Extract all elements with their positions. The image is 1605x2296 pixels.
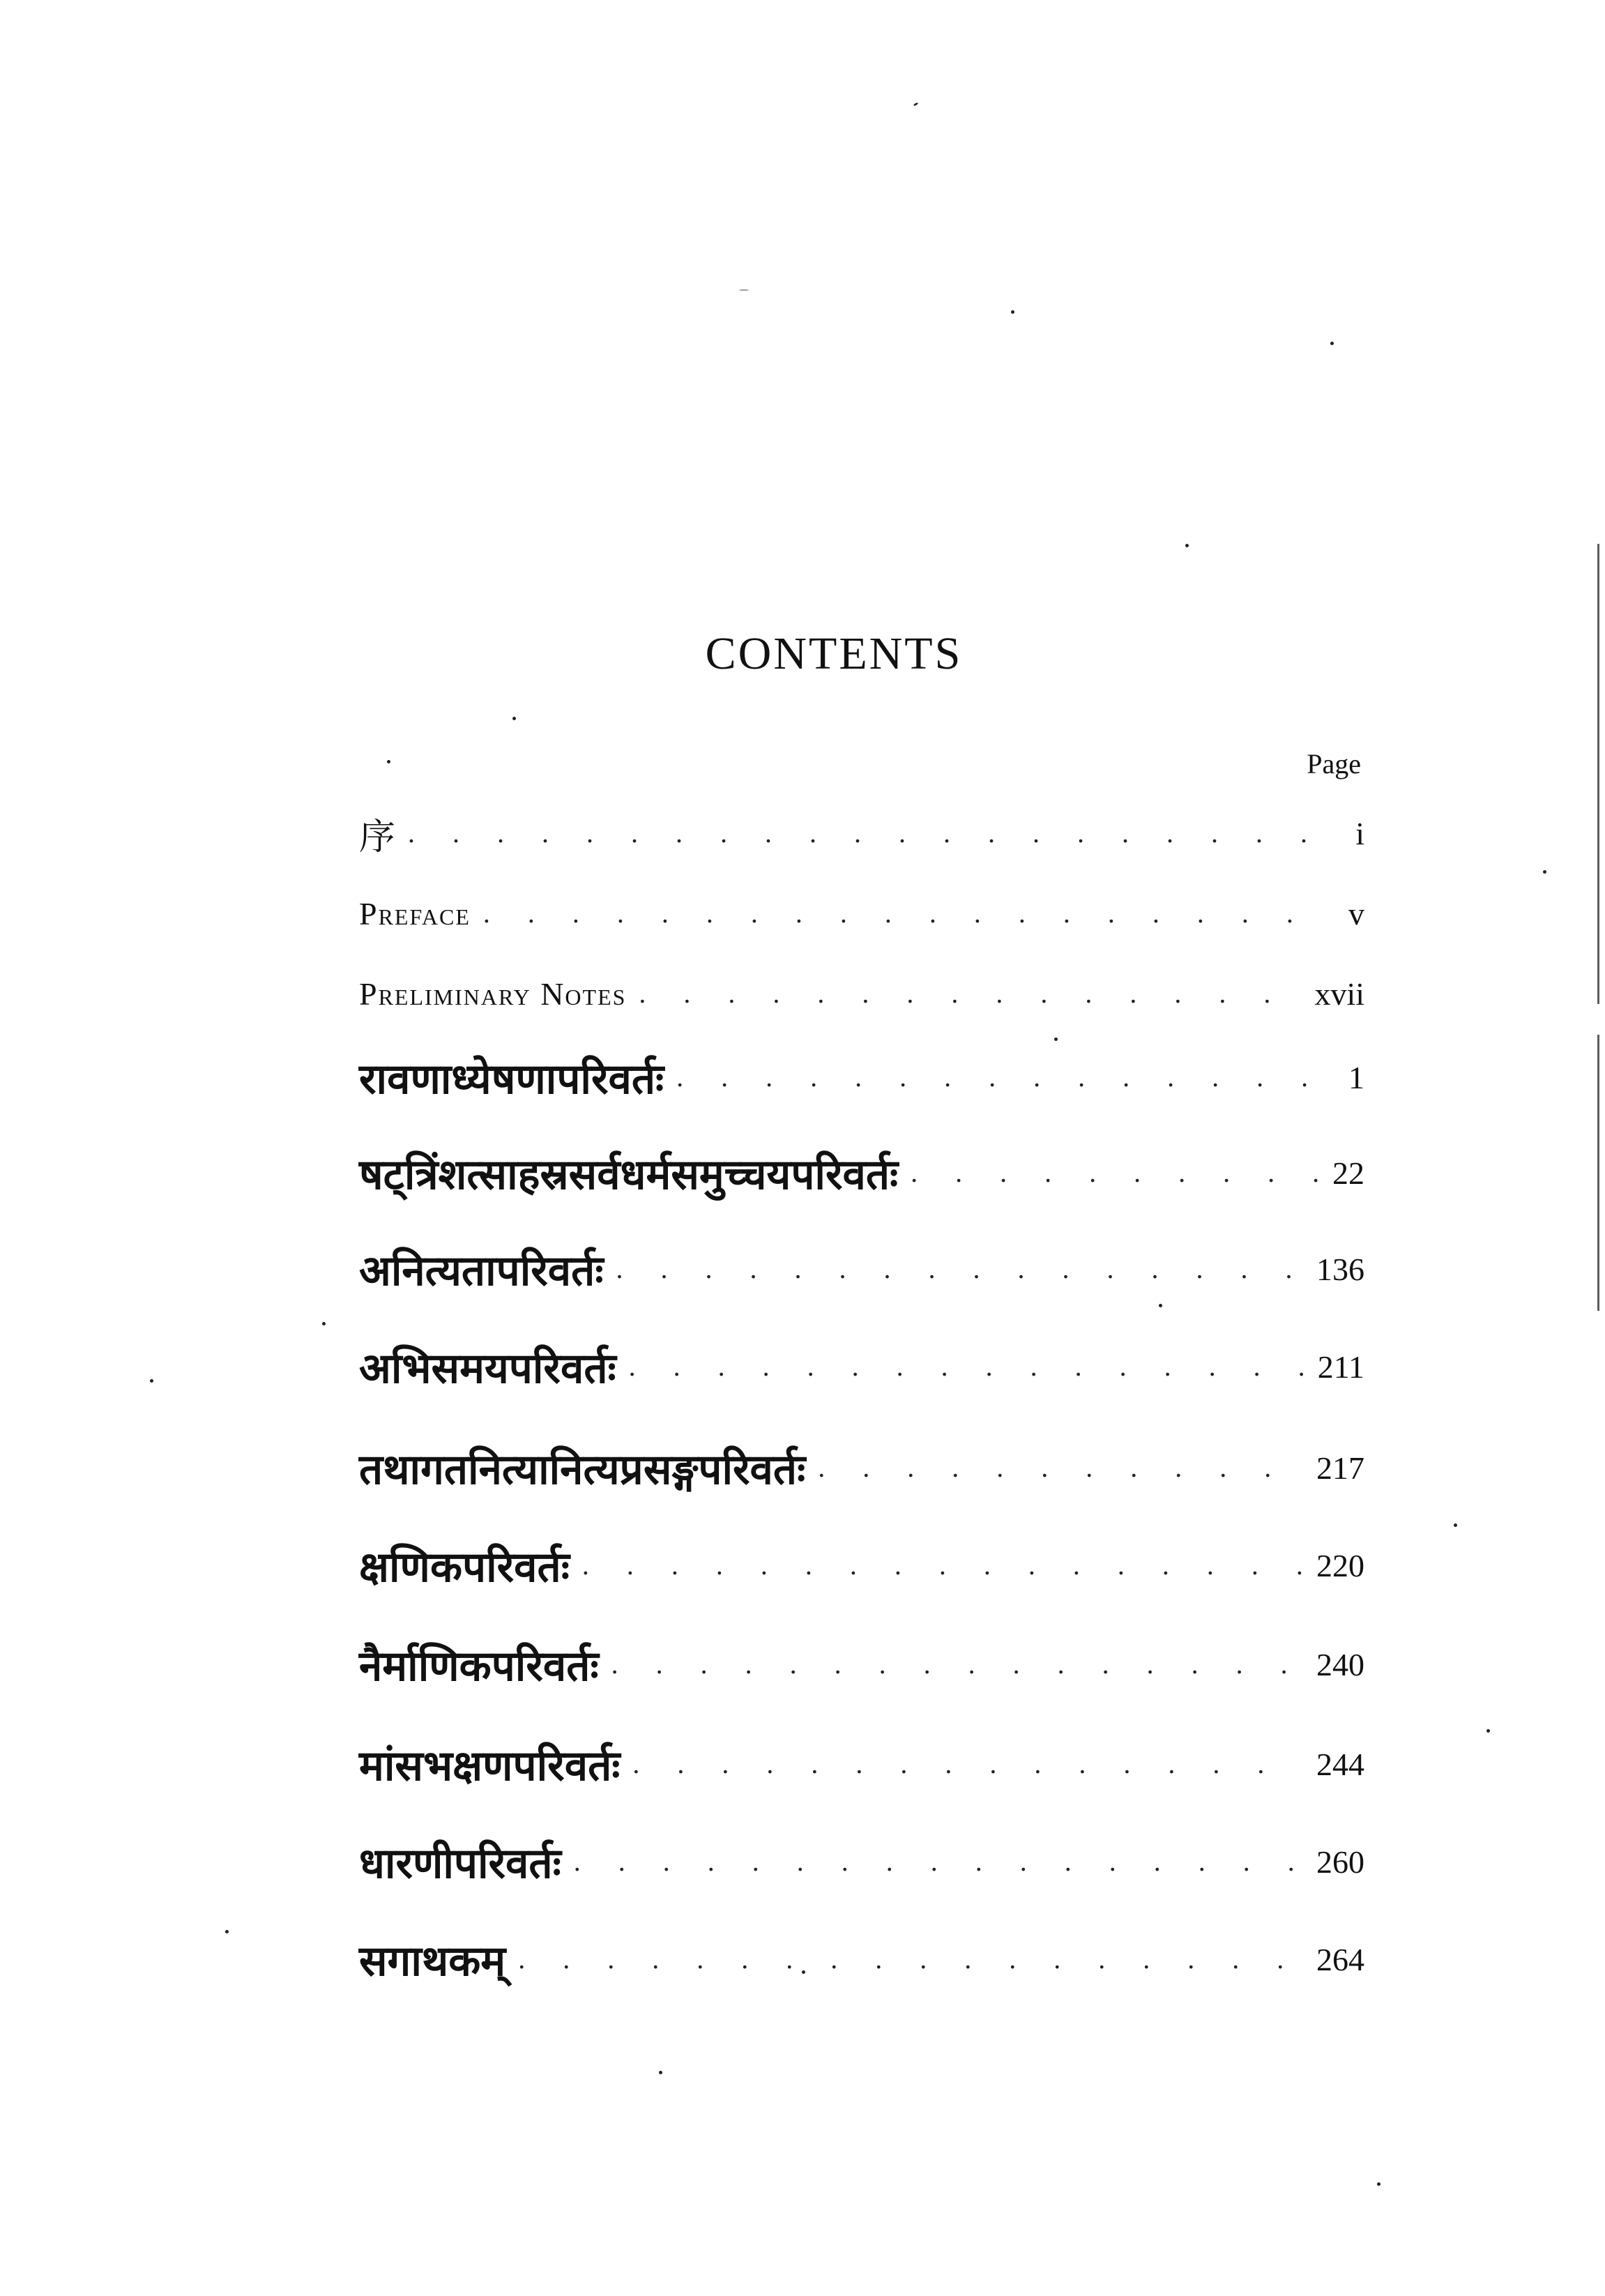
- page-number: 240: [1316, 1646, 1364, 1682]
- page-number: 1: [1348, 1059, 1364, 1095]
- toc-entry-line: [359, 1735, 1364, 1793]
- chapter-title: Preface: [359, 895, 471, 932]
- chapter-title: रावणाध्येषणापरिवर्तः: [359, 1055, 664, 1104]
- toc-entry-line: [359, 1338, 1364, 1395]
- page-title: CONTENTS: [705, 628, 963, 679]
- dot-leader: [518, 1941, 1304, 1977]
- page-number: 244: [1316, 1746, 1364, 1782]
- page-number: 211: [1317, 1348, 1364, 1385]
- dot-leader: [408, 815, 1324, 851]
- dot-leader: [582, 1547, 1304, 1583]
- chapter-title: तथागतनित्यानित्यप्रसङ्गपरिवर्तः: [359, 1445, 806, 1494]
- dot-leader: [574, 1843, 1304, 1880]
- dot-leader: [818, 1450, 1304, 1486]
- dot-leader: [676, 1059, 1324, 1095]
- toc-entry-line: [359, 1833, 1364, 1890]
- toc-entry-line: [359, 895, 1364, 932]
- toc-entry-line: [359, 1049, 1364, 1106]
- chapter-title: षट्त्रिंशत्साहस्रसर्वधर्मसमुच्चयपरिवर्तः: [359, 1150, 899, 1199]
- page-number: v: [1348, 895, 1364, 932]
- page-number: xvii: [1314, 975, 1364, 1012]
- page-number: 136: [1316, 1251, 1364, 1287]
- chapter-title: अभिसमयपरिवर्तः: [359, 1344, 616, 1393]
- chapter-title: धारणीपरिवर्तः: [359, 1839, 561, 1888]
- chapter-title: अनित्यतापरिवर्तः: [359, 1247, 604, 1295]
- toc-entry-line: [359, 1439, 1364, 1496]
- toc-entry-line: [359, 1636, 1364, 1693]
- page-number: 22: [1332, 1155, 1364, 1191]
- chapter-title: क्षणिकपरिवर्तः: [359, 1543, 570, 1592]
- toc-entry-line: [359, 807, 1364, 860]
- toc-entry-line: [359, 975, 1364, 1012]
- chapter-title: Preliminary Notes: [359, 975, 627, 1012]
- page-column-label: Page: [1307, 748, 1361, 780]
- dot-leader: [629, 1348, 1305, 1385]
- chapter-title: मांसभक्षणपरिवर्तः: [359, 1742, 621, 1791]
- chapter-title: 序: [359, 816, 396, 858]
- toc-entry-line: [359, 1931, 1364, 1988]
- page-number: 260: [1316, 1843, 1364, 1880]
- page-number: i: [1355, 815, 1364, 851]
- page-number: 220: [1316, 1547, 1364, 1583]
- chapter-title: नैर्माणिकपरिवर्तः: [359, 1642, 599, 1691]
- dot-leader: [611, 1646, 1304, 1682]
- dot-leader: [616, 1251, 1304, 1287]
- dot-leader: [483, 895, 1324, 932]
- page-number: 217: [1316, 1450, 1364, 1486]
- dot-leader: [639, 975, 1302, 1012]
- chapter-title: सगाथकम्: [359, 1937, 506, 1986]
- toc-entry-line: [359, 1144, 1364, 1201]
- dot-leader: [911, 1155, 1320, 1191]
- dot-leader: [632, 1746, 1304, 1782]
- toc-entry-line: [359, 1537, 1364, 1594]
- page-number: 264: [1316, 1941, 1364, 1977]
- toc-entry-line: [359, 1240, 1364, 1298]
